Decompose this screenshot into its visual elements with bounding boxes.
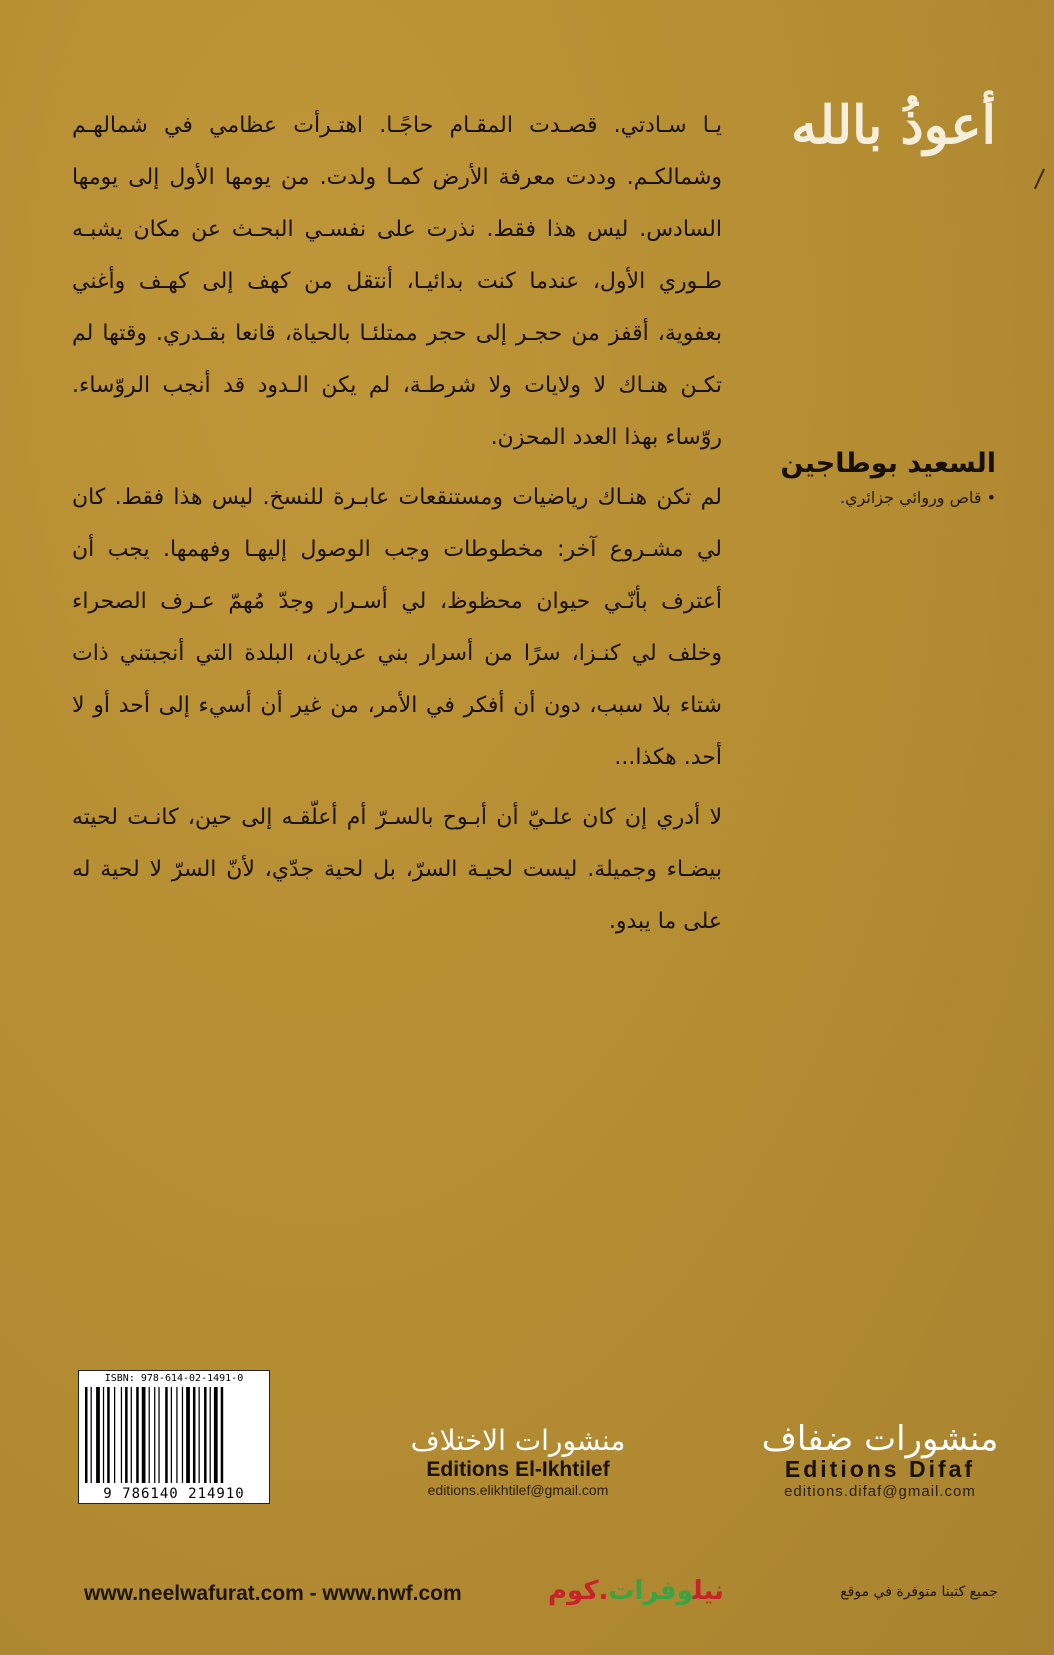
- barcode-bar: [221, 1387, 224, 1483]
- barcode-bar: [171, 1387, 172, 1483]
- barcode-bar: [131, 1387, 132, 1483]
- barcode-bar: [158, 1387, 159, 1483]
- blurb-paragraph: لا أدري إن كان علـيّ أن أبـوح بالسـرّ أم أعلّقـه إلى حين، كانـت لحيته بيضـاء وجميلة. ليست لحيـة السرّ، بل لحية جدّي، لأنّ السرّ لا لحية له على ما يبدو.: [72, 805, 722, 934]
- barcode-bar: [154, 1387, 155, 1483]
- logo-text-com: .كوم: [548, 1576, 609, 1606]
- barcode-bar: [214, 1387, 218, 1483]
- barcode-bar: [96, 1387, 100, 1483]
- barcode-bar: [107, 1387, 110, 1483]
- barcode-bar: [142, 1387, 146, 1483]
- barcode-bar: [186, 1387, 190, 1483]
- barcode-bar: [103, 1387, 104, 1483]
- publisher-email: editions.elikhtilef@gmail.com: [427, 1482, 609, 1498]
- blurb-paragraph: لم تكن هنـاك رياضيات ومستنقعات عابـرة للنسخ. ليس هذا فقط. كان لي مشـروع آخر: مخطوطات وجب الوصول إليهـا وفهمها. يجب أن أعترف بأنّـي حيوان محظوظ، لي أسـرار وجدّ مُهمّ عـرف الصحراء وخلف لي كنـزا، سرًا من أسرار بني عريان، البلدة التي أنجبتني ذات شتاء بلا سبب، دون أن أفكر في الأمر، من غير أن أسيء إلى أحد أو لا أحد. هكذا...: [72, 485, 722, 770]
- footer-websites: www.neelwafurat.com - www.nwf.com: [84, 1582, 462, 1605]
- logo-text-red: نيل: [692, 1576, 724, 1606]
- neelwafurat-logo: [548, 1576, 724, 1606]
- barcode-bar: [85, 1387, 88, 1483]
- barcode-bar: [114, 1387, 115, 1483]
- publisher-arabic-name: منشورات الاختلاف: [410, 1424, 626, 1457]
- barcode-bar: [125, 1387, 128, 1483]
- barcode-bar: [136, 1387, 139, 1483]
- author-name: السعيد بوطاجين: [780, 448, 996, 479]
- blurb-text: [72, 100, 722, 956]
- barcode-bar: [204, 1387, 207, 1483]
- isbn-number: 9 786140 214910: [103, 1486, 245, 1502]
- book-title: أعوذُ بالله: [791, 95, 996, 156]
- barcode-bar: [165, 1387, 168, 1483]
- barcode-bar: [182, 1387, 183, 1483]
- blurb-paragraph: يـا سـادتي. قصـدت المقـام حاجًـا. اهتـرأت عظامي في شمالهـم وشمالكـم. وددت معرفة الأرض كمـا ولدت. من يومها الأول إلى يومها السادس. ليس هذا فقط. نذرت على نفسـي البحـث عن مكان يشبـه طـوري الأول، عندما كنت بدائيـا، أنتقل من كهف إلى كهـف وأغني بعفوية، أقفز من حجـر إلى حجر ممتلئـا بالحياة، قانعا بقـدري. وقتها لم تكـن هنـاك لا ولايات ولا شرطـة، لم يكن الـدود قد أنجب الروّساء. روّساء بهذا العدد المحزن.: [72, 113, 722, 450]
- publisher-difaf: [745, 1419, 1015, 1500]
- publisher-arabic-name: منشورات ضفاف: [761, 1419, 999, 1459]
- barcode-bar: [193, 1387, 196, 1483]
- publisher-name: Editions El-Ikhtilef: [426, 1458, 610, 1481]
- barcode-bar: [121, 1387, 122, 1483]
- publisher-ikhtilef: [388, 1424, 648, 1498]
- isbn-label: ISBN: 978-614-02-1491-0: [104, 1373, 244, 1384]
- isbn-barcode: [78, 1370, 270, 1504]
- barcode-bars: [85, 1387, 263, 1483]
- barcode-bar: [91, 1387, 92, 1483]
- logo-text-green: وفرات: [608, 1576, 693, 1606]
- barcode-bar: [176, 1387, 177, 1483]
- barcode-bar: [149, 1387, 150, 1483]
- barcode-bar: [210, 1387, 211, 1483]
- edge-mark: [1034, 168, 1054, 193]
- publisher-name: Editions Difaf: [784, 1456, 976, 1482]
- footer-availability: جميع كتبنا متوفرة في موقع: [840, 1584, 998, 1600]
- author-description: • قاص وروائي جزائري.: [839, 488, 996, 507]
- publisher-email: editions.difaf@gmail.com: [784, 1483, 976, 1500]
- barcode-bar: [199, 1387, 200, 1483]
